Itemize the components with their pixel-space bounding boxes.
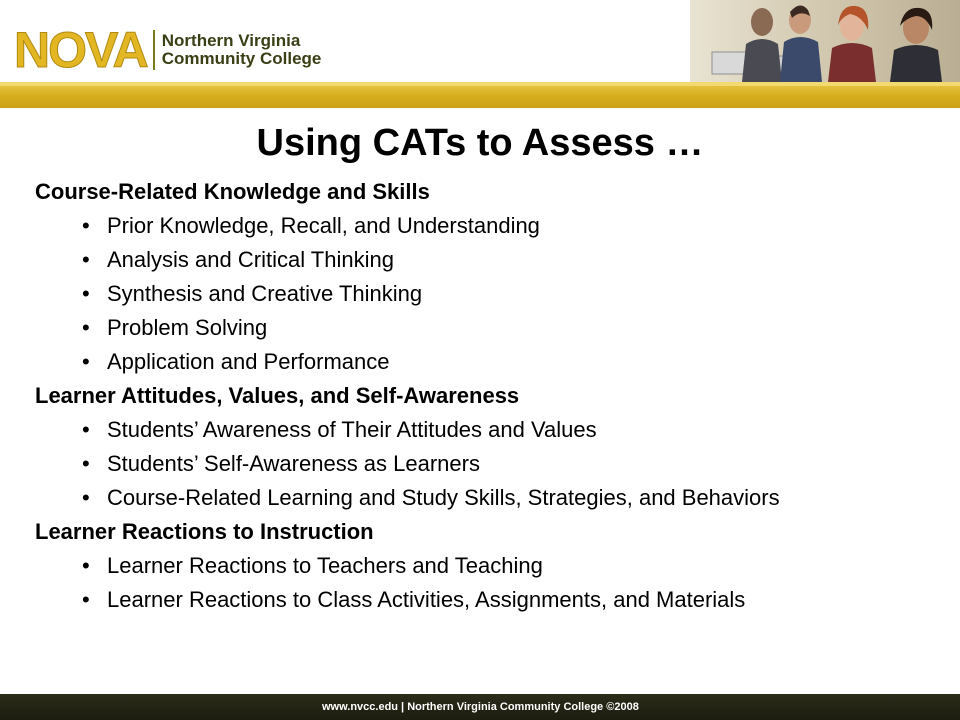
header-gold-bar-highlight xyxy=(0,82,960,86)
list-item: • Students’ Self-Awareness as Learners xyxy=(35,447,935,481)
logo-college-name xyxy=(162,32,322,68)
slide-header xyxy=(0,0,960,82)
list-item: • Synthesis and Creative Thinking xyxy=(35,277,935,311)
list-item: • Students’ Awareness of Their Attitudes and Values xyxy=(35,413,935,447)
knowledge-skills-list xyxy=(35,209,935,379)
students-photo-illustration xyxy=(690,0,960,82)
logo-divider xyxy=(153,30,155,70)
reactions-instruction-list xyxy=(35,549,935,617)
section-heading-knowledge-skills: Course-Related Knowledge and Skills xyxy=(35,179,430,204)
logo-line-2: Community College xyxy=(161,49,322,68)
list-item: • Learner Reactions to Teachers and Teaching xyxy=(35,549,935,583)
logo-mark: NOVA xyxy=(14,22,147,78)
slide-title: Using CATs to Assess … xyxy=(256,122,704,164)
list-item: • Application and Performance xyxy=(35,345,935,379)
list-item: • Problem Solving xyxy=(35,311,935,345)
list-item: • Analysis and Critical Thinking xyxy=(35,243,935,277)
list-item: • Learner Reactions to Class Activities, Assignments, and Materials xyxy=(35,583,935,617)
students-photo xyxy=(690,0,960,82)
list-item: • Prior Knowledge, Recall, and Understanding xyxy=(35,209,935,243)
section-heading-attitudes-values: Learner Attitudes, Values, and Self-Awareness xyxy=(35,383,520,408)
attitudes-values-list xyxy=(35,413,935,515)
footer-text: www.nvcc.edu | Northern Virginia Community College ©2008 xyxy=(322,701,639,713)
slide-content xyxy=(35,175,935,617)
section-heading-reactions-instruction: Learner Reactions to Instruction xyxy=(35,519,374,544)
logo-line-1: Northern Virginia xyxy=(161,31,301,50)
list-item: • Course-Related Learning and Study Skills, Strategies, and Behaviors xyxy=(35,481,935,515)
nova-logo xyxy=(14,22,322,78)
